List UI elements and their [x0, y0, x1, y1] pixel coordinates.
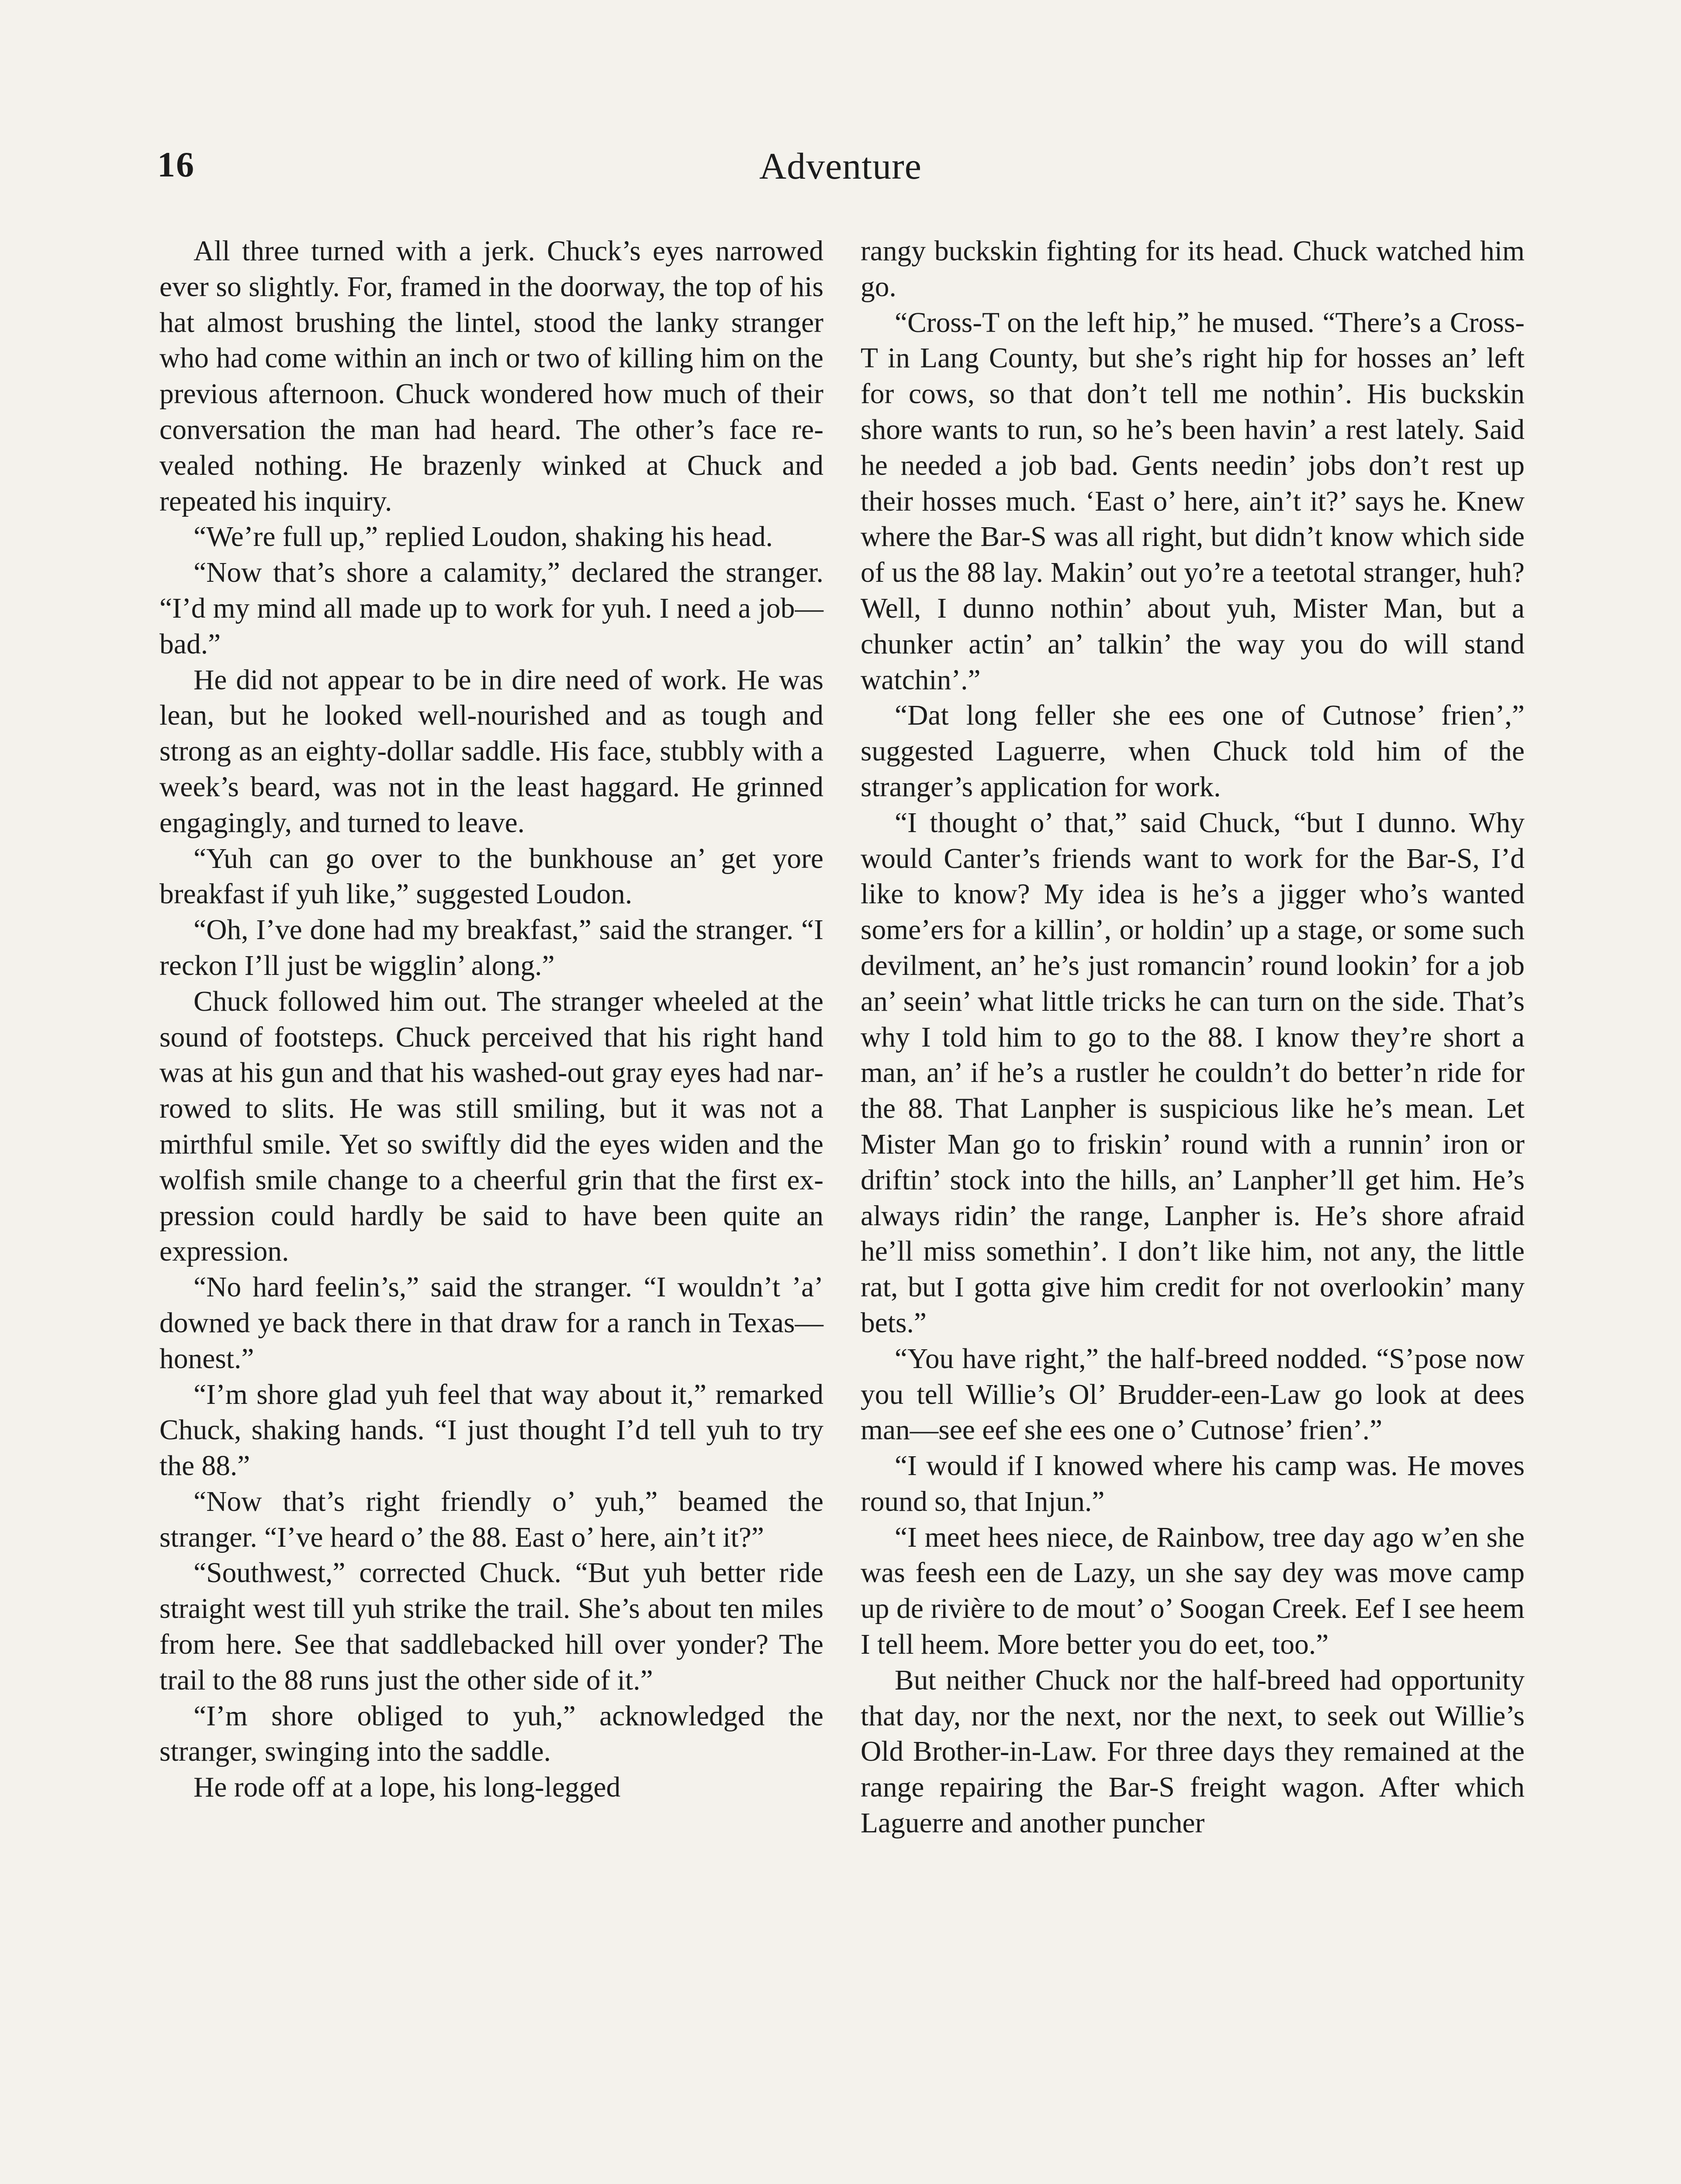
- page-number: 16: [157, 145, 195, 184]
- paragraph: “We’re full up,” replied Loudon, shaking his head.: [194, 521, 773, 553]
- paragraph: “Now that’s shore a calamity,” declared the stranger. “I’d my mind all made up to work for yuh. I need a job—bad.”: [159, 557, 823, 660]
- paragraph: “Oh, I’ve done had my breakfast,” said the stranger. “I reckon I’ll just be wigglin’ along.”: [159, 914, 823, 981]
- paragraph: He rode off at a lope, his long-legged: [194, 1772, 621, 1804]
- running-title: Adventure: [759, 145, 922, 187]
- paragraph: “I meet hees niece, de Rainbow, tree day ago w’en she was feesh een de Lazy, un she say dey was move camp up de rivière to de mout’ o’ Soogan Creek. Eef I see heem I tell heem. More better you do eet, too.”: [861, 1521, 1525, 1661]
- page-header: [157, 144, 1524, 205]
- paragraph: All three turned with a jerk. Chuck’s eyes narrowed ever so slightly. For, framed in the doorway, the top of his hat almost brushing the lintel, stood the lanky stranger who had come within an inch or two of killing him on the previous afternoon. Chuck wondered how much of their conversation the man had heard. The other’s face revealed nothing. He brazenly winked at Chuck and repeated his inquiry.: [159, 235, 823, 517]
- paragraph-continuation: rangy buckskin fighting for its head. Chuck watched him go.: [861, 235, 1525, 303]
- paragraph: Chuck followed him out. The stranger wheeled at the sound of footsteps. Chuck perceived that his right hand was at his gun and that his washed-out gray eyes had narrowed to slits. He was still smiling, but it was not a mirthful smile. Yet so swiftly did the eyes widen and the wolfish smile change to a cheerful grin that the first expression could hardly be said to have been quite an expression.: [159, 985, 823, 1268]
- paragraph: “Yuh can go over to the bunkhouse an’ get yore breakfast if yuh like,” suggested Loudon.: [159, 843, 823, 910]
- paragraph: But neither Chuck nor the half-breed had opportunity that day, nor the next, nor the next, to seek out Willie’s Old Brother-in-Law. For three days they remained at the range repairing the Bar-S freight wagon. After which Laguerre and another puncher: [861, 1664, 1525, 1839]
- paragraph: “Cross-T on the left hip,” he mused. “There’s a Cross-T in Lang County, but she’s right hip for hosses an’ left for cows, so that don’t tell me nothin’. His buckskin shore wants to run, so he’s been havin’ a rest lately. Said he needed a job bad. Gents needin’ jobs don’t rest up their hosses much. ‘East o’ here, ain’t it?’ says he. Knew where the Bar-S was all right, but didn’t know which side of us the 88 lay. Makin’ out yo’re a teetotal stranger, huh? Well, I dunno nothin’ about yuh, Mister Man, but a chunker actin’ an’ talkin’ the way you do will stand watchin’.”: [861, 307, 1525, 696]
- paragraph: “Dat long feller she ees one of Cutnose’ frien’,” suggested Laguerre, when Chuck told him of the stranger’s application for work.: [861, 700, 1525, 803]
- paragraph: “You have right,” the half-breed nodded. “S’pose now you tell Willie’s Ol’ Brudder-een-Law go look at dees man—see eef she ees one o’ Cutnose’ frien’.”: [861, 1343, 1525, 1446]
- right-column: [861, 234, 1525, 1842]
- paragraph: “I thought o’ that,” said Chuck, “but I dunno. Why would Canter’s friends want to work for the Bar-S, I’d like to know? My idea is he’s a jigger who’s wanted some’ers for a killin’, or holdin’ up a stage, or some such devilment, an’ he’s just romancin’ round lookin’ for a job an’ seein’ what little tricks he can turn on the side. That’s why I told him to go to the 88. I know they’re short a man, an’ if he’s a rustler he couldn’t do better’n ride for the 88. That Lanpher is suspicious like he’s mean. Let Mister Man go to friskin’ round with a runnin’ iron or driftin’ stock into the hills, an’ Lanpher’ll get him. He’s always ridin’ the range, Lanpher is. He’s shore afraid he’ll miss somethin’. I don’t like him, not any, the little rat, but I gotta give him credit for not overlookin’ many bets.”: [861, 807, 1525, 1339]
- paragraph: “Southwest,” corrected Chuck. “But yuh better ride straight west till yuh strike the trail. She’s about ten miles from here. See that saddlebacked hill over yonder? The trail to the 88 runs just the other side of it.”: [159, 1557, 823, 1696]
- left-column: [159, 234, 823, 1806]
- paragraph: “Now that’s right friendly o’ yuh,” beamed the stranger. “I’ve heard o’ the 88. East o’ here, ain’t it?”: [159, 1486, 823, 1553]
- paragraph: He did not appear to be in dire need of work. He was lean, but he looked well-nourished and as tough and strong as an eighty-dollar saddle. His face, stubbly with a week’s beard, was not in the least haggard. He grinned engagingly, and turned to leave.: [159, 664, 823, 839]
- paragraph: “I’m shore obliged to yuh,” acknowledged the stranger, swinging into the saddle.: [159, 1700, 823, 1768]
- paragraph: “I’m shore glad yuh feel that way about it,” remarked Chuck, shaking hands. “I just thought I’d tell yuh to try the 88.”: [159, 1379, 823, 1482]
- paragraph: “I would if I knowed where his camp was. He moves round so, that Injun.”: [861, 1450, 1525, 1517]
- paragraph: “No hard feelin’s,” said the stranger. “I wouldn’t ’a’ downed ye back there in that draw for a ranch in Texas—honest.”: [159, 1272, 823, 1375]
